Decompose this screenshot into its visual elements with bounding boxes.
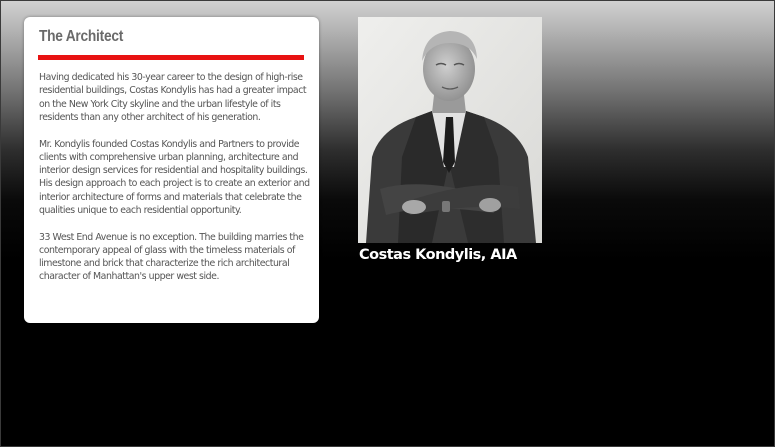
portrait-caption: Costas Kondylis, AIA: [359, 247, 517, 263]
title-underline-rule: [38, 55, 304, 60]
architect-portrait-photo: [358, 17, 542, 243]
architect-info-panel: [24, 17, 319, 323]
panel-title: The Architect: [39, 28, 124, 45]
bio-paragraph-1: Having dedicated his 30-year career to the design of high-rise residential buildings, Costas Kondylis has had a greater impact on the New York City skyline and the urban lifestyle of its residents than any other architect of his generation.: [39, 72, 307, 123]
architect-bio: [39, 71, 313, 297]
bio-paragraph-3: 33 West End Avenue is no exception. The building marries the contemporary appeal of glass with the timeless materials of limestone and brick that characterize the rich architectural character of Manhattan's upper west side.: [39, 231, 304, 283]
bio-paragraph-2: Mr. Kondylis founded Costas Kondylis and Partners to provide clients with comprehensive urban planning, architecture and interior design services for residential and hospitality buildings. His design approach to each project is to create an exterior and interior architecture of forms and materials that celebrate the qualities unique to each residential opportunity.: [39, 138, 310, 216]
